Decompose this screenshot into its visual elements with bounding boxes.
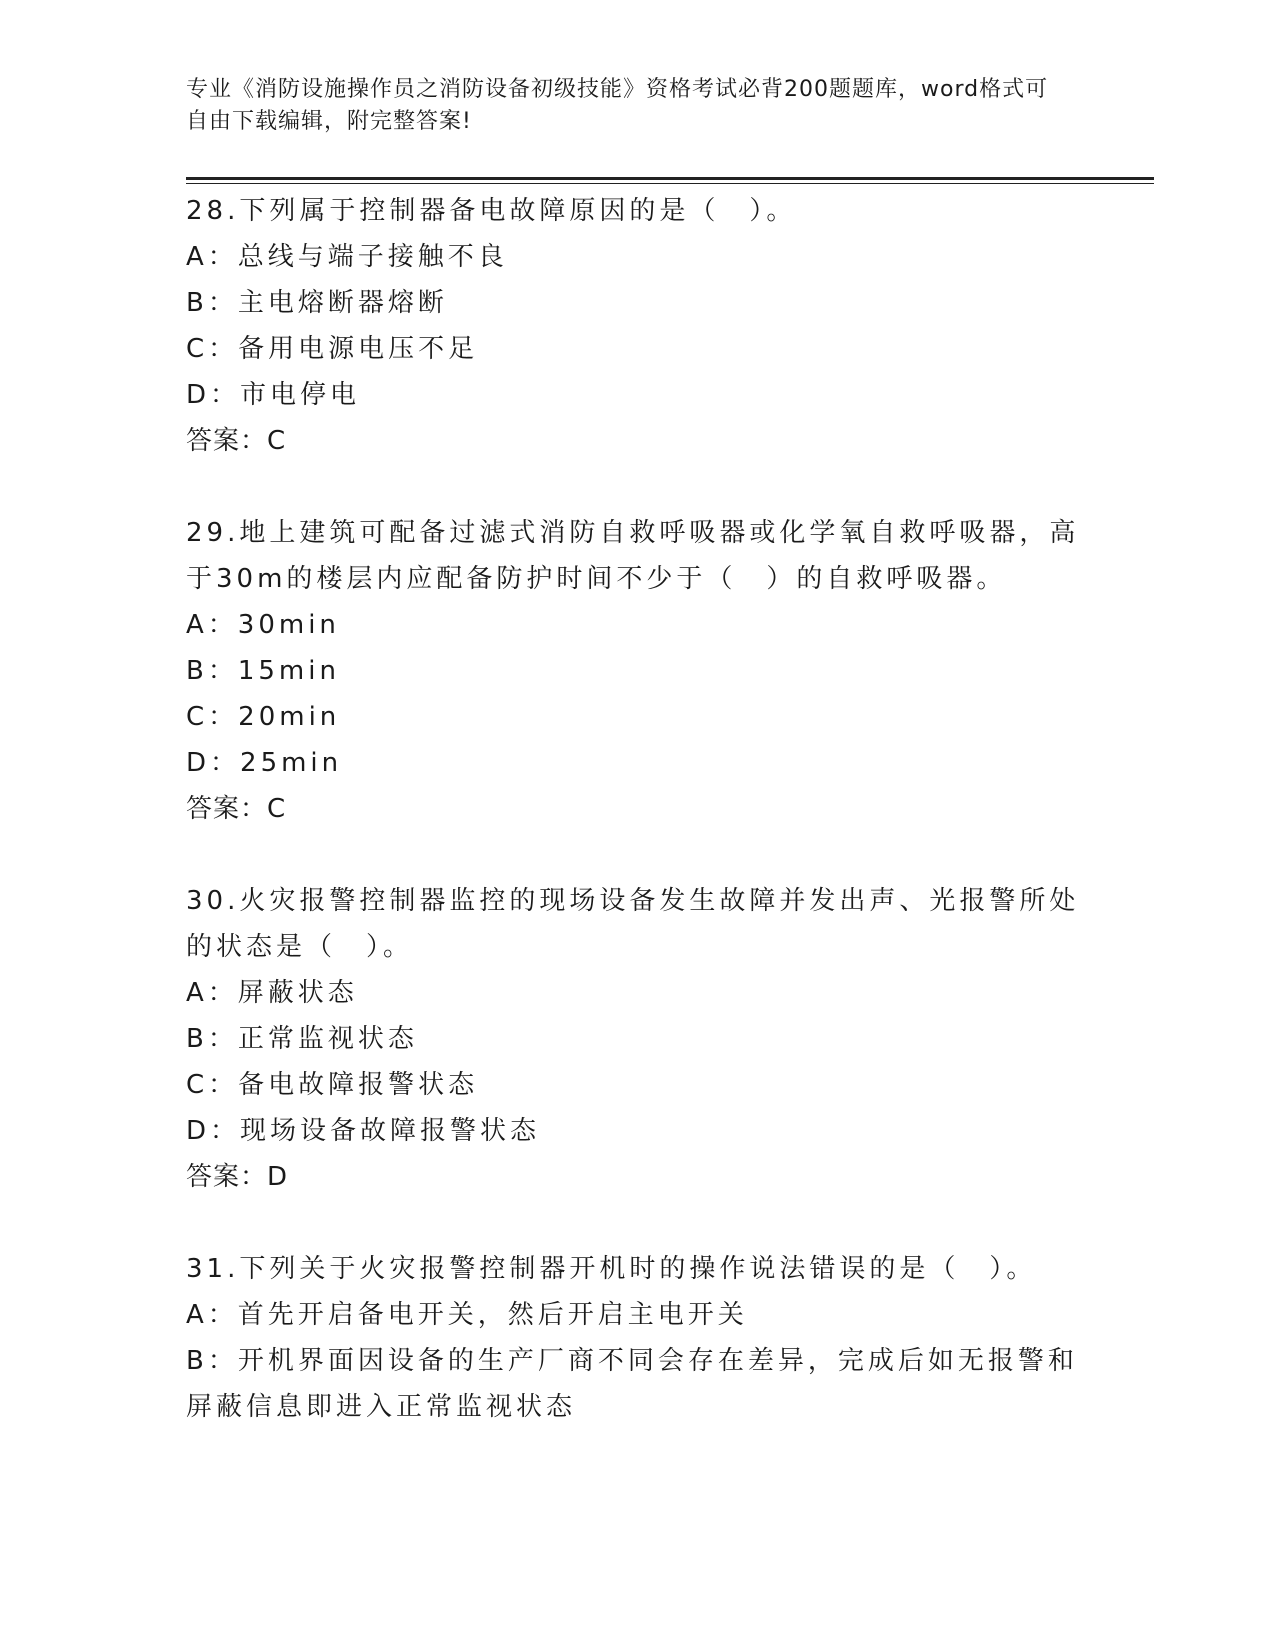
header-divider-thick xyxy=(186,177,1154,180)
option-b: B：正常监视状态 xyxy=(186,1024,418,1054)
option-c: C：备用电源电压不足 xyxy=(186,334,479,364)
question-stem: 28.下列属于控制器备电故障原因的是（ ）。 xyxy=(186,196,797,226)
answer: 答案：D xyxy=(186,1162,289,1192)
option-a: A：总线与端子接触不良 xyxy=(186,242,508,272)
question-list xyxy=(186,188,1086,1476)
option-d: D：市电停电 xyxy=(186,380,361,410)
option-d: D：现场设备故障报警状态 xyxy=(186,1116,541,1146)
answer: 答案：C xyxy=(186,426,287,456)
page-header: 专业《消防设施操作员之消防设备初级技能》资格考试必背200题题库，word格式可自由下载编辑，附完整答案! xyxy=(186,77,1049,134)
question-30 xyxy=(186,878,1086,1200)
question-stem: 29.地上建筑可配备过滤式消防自救呼吸器或化学氧自救呼吸器，高于30m的楼层内应配备防护时间不少于（ ）的自救呼吸器。 xyxy=(186,518,1080,594)
question-stem: 30.火灾报警控制器监控的现场设备发生故障并发出声、光报警所处的状态是（ ）。 xyxy=(186,886,1080,962)
option-a: A：屏蔽状态 xyxy=(186,978,358,1008)
option-b: B：主电熔断器熔断 xyxy=(186,288,448,318)
header-divider-thin xyxy=(186,183,1154,184)
option-b: B：开机界面因设备的生产厂商不同会存在差异，完成后如无报警和屏蔽信息即进入正常监视状态 xyxy=(186,1346,1078,1422)
option-c: C：20min xyxy=(186,702,341,732)
question-stem: 31.下列关于火灾报警控制器开机时的操作说法错误的是（ ）。 xyxy=(186,1254,1037,1284)
option-a: A：30min xyxy=(186,610,340,640)
option-a: A：首先开启备电开关，然后开启主电开关 xyxy=(186,1300,748,1330)
question-31 xyxy=(186,1246,1086,1430)
option-c: C：备电故障报警状态 xyxy=(186,1070,479,1100)
question-29 xyxy=(186,510,1086,832)
option-d: D：25min xyxy=(186,748,343,778)
option-b: B：15min xyxy=(186,656,340,686)
question-28 xyxy=(186,188,1086,464)
answer: 答案：C xyxy=(186,794,287,824)
